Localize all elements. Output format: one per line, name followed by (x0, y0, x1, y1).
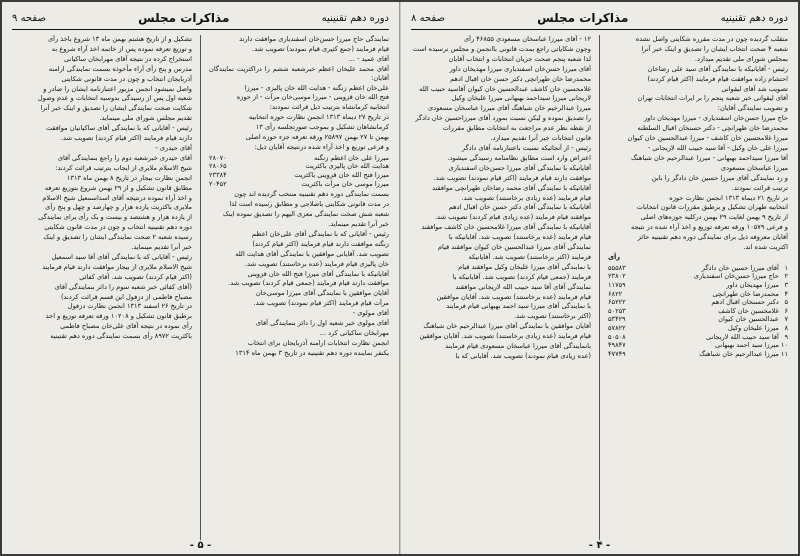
vote-count: ۲۳۸۰۲ (608, 272, 626, 281)
text-line: آقایانیکه با نمایندگی آقای میرزا حسن‌خان اسفندیاری (448, 163, 591, 172)
text-line: در تاریخ ۲۶ اسفند ۱۳۱۳ انجمن نظارت دزفول (67, 302, 192, 311)
text-line: محمدرضا خان طهرانچی دکتر حسن خان اقبال ادهم (450, 74, 591, 83)
text-line: (عده زیادی قیام نمودند) تصویب شد. آقایانی که با (455, 352, 591, 360)
left-page-footer: - ۵ - (189, 540, 212, 551)
text-line: و فرعی ۱۰۵۷۹ ورقه تعرفه توزیع و اخذ آراء شده در نتیجه (630, 223, 788, 232)
text-line: باکثریت ۸۹۷۲ رأی بسمت نمایندگی دوره دهم تقنینیه (50, 332, 192, 341)
text-line: آقایانیکه با نمایندگی آقای میرزا غلامحسین خان کاشف موافقند (421, 223, 591, 232)
text-line: شیخ الاسلام ملایری از ایجاب بترتیب قرائت کردند: (55, 163, 192, 172)
row-index: ۱۱ (780, 349, 788, 358)
text-line: میرزا عباسخان مسعودی (720, 163, 788, 172)
text-line: آقایانیکه با نمایندگی آقای میرزا فتح الله خان قزوینی (247, 269, 389, 278)
text-line: آذربایجان انتخاب و چون در مدت قانونی شکایتی (61, 74, 192, 83)
text-line: از نقطه نظر عدم مراجعت به انتخابات مطابق مقررات (442, 124, 591, 133)
text-line: وچون شکایاتی راجع بمدت قانونی باانجمن و مجلس نرسیده است (412, 44, 591, 53)
row-index: ۳ (784, 281, 788, 290)
vote-count: ۵۵۵۸۳ (608, 263, 626, 272)
row-index: ۵ (784, 298, 788, 307)
table-row (608, 350, 788, 359)
text-line: رئیس - از آنجائیکه نسبت باعتبارنامه آقای دادگر (461, 143, 591, 152)
text-line: علی‌خان اعظم زنگنه - هدایت الله خان پالیزی - میرزا (244, 83, 389, 92)
text-line: آقای مولوی خبر شعبه اول را دائر بنمایندگی آقای (255, 319, 389, 328)
text-line: ملایری باکثریت یازده هزار و چهارصد و چهل و پنج رأی (45, 203, 192, 212)
text-line: رأی نموده در نتیجه آقای علی‌خان مصباح فاطمی (60, 322, 192, 331)
text-line: برطبق قانون تشکیل و ۱۰۲۰۸ ورقه تعرفه توزیع و اخذ (45, 312, 192, 321)
candidate-name: حاج میرزا حسن‌خان اسفندیاری (693, 272, 779, 281)
left-page-left-column (12, 35, 192, 540)
right-page-number: صفحه ۸ (411, 12, 445, 24)
text-line: انتخابیه طهران تشکیل و برطبق مقررات قانون انتخابات (636, 203, 788, 212)
text-line: رئیس - آقایانی که با نمایندگی آقای علی‌خان اعظم (251, 229, 389, 238)
text-line: بمجلس شورای ملی تقدیم میدارد. (694, 54, 788, 63)
text-line: و تصویب نمایندگی آقایان: (717, 104, 788, 113)
vote-count: ۴۹۸۴۷ (608, 341, 626, 350)
candidate-name: محمدرضا خان طهرانچی (712, 289, 779, 298)
vote-count: ۲۳۳۸۴ (209, 171, 227, 180)
table-row (608, 264, 788, 273)
text-line: آقایان موافقین با نمایندگی آقای میرزا عبدالرحیم خان شباهنگ (423, 322, 591, 331)
text-line: میرزا عبدالرحیم خان شباهنگ آقای میرزا عباسخان مسعودی (428, 104, 591, 113)
table-row (209, 180, 389, 189)
text-line: خبر آنرا تقدیم مینماید. (328, 219, 389, 228)
vote-count: ۲۸۰۶۵ (209, 162, 227, 171)
text-line: ترتیب قرائت نمودند. (731, 183, 788, 192)
text-line: آقای حیدری خبرشعبه دوم را راجع بنمایندگی آقای (57, 153, 192, 162)
text-line: (اکثر برخاستند) تصویب شد. (514, 312, 591, 321)
text-line: در تاریخ ۲۷ دیماه ۱۳۱۳ انجمن نظارت حوزه انتخابیه (248, 113, 389, 122)
right-page-footer: - ۴ - (588, 540, 611, 551)
candidate-name: غلامحسین خان کاشف (718, 306, 779, 315)
text-line: ۱۲ - آقای میرزا عباسخان مسعودی ۴۶۸۵۵ رأی (463, 35, 591, 43)
text-line: حاج میرزا حسن‌خان اسفندیاری - میرزا مهدیخان داور (643, 114, 788, 123)
row-index: ۸ (784, 324, 788, 332)
text-line: میرزا علی خان وکیل - آقا سید حبیب الله لاریجانی - (647, 143, 788, 152)
text-line: آقای عمید - ... (348, 54, 389, 63)
text-line: تصویب شد. آقایانی موافقین با نمایندگی آقای هدایت الله (235, 249, 389, 258)
candidate-name: میرزا موسی خان مرآت باکثریت (301, 179, 389, 188)
text-line: مدرس و پنج رأی آراء مأخوذه بسمت نمایندگی ارامنه (48, 64, 192, 73)
left-page-session: دوره دهم تقنینیه (321, 12, 389, 24)
vote-count: ۲۰۴۵۲ (209, 179, 227, 188)
vote-table-kermanshah (209, 154, 389, 188)
text-line: اکثریت شده اند. (743, 243, 788, 252)
left-page-title: مذاکرات مجلس (138, 11, 230, 25)
text-line: آقای لیقوانی خبر شعبه پنجم را بر ایرات انتخابات تهران (637, 94, 788, 103)
row-index: ۷ (784, 315, 788, 324)
text-line: شیخ الاسلام ملایری از بیجار موافقت دارند قیام فرمایند (42, 262, 192, 271)
text-line: واصل نمیشود انجمن مزبور اعتبارنامه ایشان را صادر و (43, 84, 192, 93)
candidate-name: میرزا فتح الله خان قزوینی باکثریت (294, 171, 389, 180)
text-line: فتح الله خان قزوینی - میرزا موسی‌خان مرآت - از حوزه (236, 93, 389, 102)
candidate-name: میرزا علیخان وکیل (727, 324, 779, 332)
table-row (608, 324, 788, 333)
text-line: موافقند قیام فرمایند (عده زیادی قیام کردند) تصویب شد. (434, 213, 591, 222)
candidate-name: آقای میرزا حسین خان دادگر (701, 263, 779, 272)
text-line: رئیس - آقایانیکه با نمایندگی آقای سید علی رضاخان (647, 64, 788, 73)
text-line: آقای محمد علیخان اعظم خبرشعبه ششم را دراکثریت نمایندگان آقایان: (209, 64, 389, 82)
text-line: غلامحسین خان کاشف عبدالحسین خان کیوان آقاسید حبیب الله (419, 84, 591, 93)
text-line: آقایان موافقین با نمایندگی آقای میرزا موسی‌خان (255, 289, 389, 298)
vote-count: ۵۷۸۲۲ (608, 324, 626, 332)
text-line: و رد نمایندگی آقای میرزا حسین خان دادگر را بابن (651, 173, 788, 182)
table-row (209, 154, 389, 163)
text-line: میرزا غلامحسین خان کاشف - میرزا عبدالحسین خان کیوان (627, 134, 788, 143)
text-line: موافقت دارند قیام فرمایند (اکثر قیام نمودند) تصویب شد. (433, 173, 591, 182)
text-line: بانمایندگی آقای میرزا عباسخان مسعودی قیام فرمایند (445, 342, 591, 351)
row-index: ۶ (784, 306, 788, 315)
text-line: رسیده شعبه ۲ صحت نمایندگی ایشان را تصدیق و اینک (43, 233, 192, 242)
candidate-name: هدایت الله خان پالیزی باکثریت (305, 162, 389, 171)
text-line: خبر آنرا تقدیم مینماید. (131, 243, 192, 252)
row-index: ۲ (784, 272, 788, 281)
text-line: مهرابخان ساکیانی کرد ... (319, 328, 389, 337)
text-line: آقای میرزا حسن‌خان اسفندیاری میرزا مهدیخان داور (449, 64, 591, 73)
text-line: قیام فرمایند (عده برخاستند) تصویب شد. آقایانیکه با (448, 233, 591, 242)
right-page-right-column (608, 35, 788, 540)
row-index: ۹ (784, 332, 788, 341)
text-line: شعبه اول پس از رسیدگی بدوسیه انتخابات و عدم وصول (37, 94, 192, 103)
text-line: استخراج کرده در نتیجه آقای مهرابخان ساکیانی (64, 54, 192, 63)
right-page (400, 2, 798, 554)
text-line: قیام فرمایند (جمع کثیری قیام نمودند) تصویب شد. (252, 44, 389, 53)
text-line: مرآت قیام فرمایند (اکثر قیام نمودند) تصویب شد. (253, 299, 389, 308)
table-row (608, 281, 788, 290)
candidate-name: دکتر حسنخان اقبال ادهم (711, 298, 779, 307)
text-line: تصویب شد آقای لیقوانی (721, 84, 788, 93)
text-line: دوره دهم تقنینیه انتخاب و چون در مدت قانون شکایتی (44, 223, 192, 232)
text-line: آقا میرزا سیداحمد بهبهانی - میرزا عبدالرحیم خان شباهنگ (630, 153, 788, 162)
text-line: نمایندگی آقای آقا سید حبیب الله لاریجانی موافقند (455, 282, 591, 291)
vote-count: ۲۸۰۷۰ (209, 153, 227, 162)
text-line: و توزیع تعرفه نموده پس از خاتمه اخذ آراء شروع به (51, 44, 192, 53)
text-line: خان پالیزی قیام فرمایند (عده برخاستند) تصویب شد. (245, 259, 389, 268)
right-page-session: دوره دهم تقنینیه (720, 12, 788, 24)
votes-header (608, 253, 788, 262)
table-row (209, 171, 389, 180)
text-line: انجمن نظارت انتخابات ارامنه آذربایجان برای انتخاب (247, 338, 389, 347)
text-line: از تاریخ ۹ بهمن لغایت ۲۹ بهمن درکلیه حوزه‌های اصلی (640, 213, 788, 222)
text-line: قیام فرمایند (عده برخاستند) تصویب شد. آقایان موافقین (436, 292, 591, 301)
row-index: ۴ (784, 289, 788, 298)
vote-count: ۱۱۷۵۹ (608, 281, 626, 290)
candidate-name: آقا سید حبیب الله لاریجانی (706, 332, 779, 341)
text-line: آقای مولوی - (352, 309, 389, 318)
text-line: در تاریخ ۲۱ دیماه ۱۳۱۳ انجمن نظارت حوزه (669, 193, 788, 202)
right-page-left-column (411, 35, 591, 540)
text-line: کرمانشاهان تشکیل و بموجب صورتجلسه رأی ۱۳ (255, 123, 389, 132)
text-line: رئیس - آقایانی که با نمایندگی آقای آقا سید اسمعیل (51, 252, 192, 261)
left-page-right-column (209, 35, 389, 540)
vote-count: ۵۳۴۲۹ (608, 315, 626, 324)
text-line: مطابق قانون تشکیل و از ۲۹ بهمن شروع بتوزیع تعرفه (44, 183, 192, 192)
text-line: شعبه شش صحت نمایندگی معزی الیهم را تصدیق نموده اینک (222, 210, 389, 219)
text-line: با نمایندگی آقای میرزا سید احمد بهبهانی قیام فرمایند (446, 302, 591, 311)
column-divider (200, 35, 201, 540)
text-line: یکنفر نماینده دوره دهم تقنینیه در تاریخ ۳ بهمن ماه ۱۳۱۴ (235, 348, 389, 357)
right-page-header (411, 10, 788, 30)
text-line: موافقت دارند قیام فرمایند (جمعی قیام کردند) تصویب شد. (228, 279, 389, 288)
text-line: آقای حیدری - (155, 143, 192, 152)
text-line: قیام فرمایند (عده زیادی برخاستند) تصویب شد. آقایان موافقین (419, 332, 591, 341)
text-line: اعتراض وارد است مطابق نظامنامه رسیدگی میشود. (447, 153, 591, 162)
text-line: قیام فرمایند (عده زیادی برخاستند) تصویب شد. (461, 193, 591, 202)
table-row (209, 162, 389, 171)
vote-count: ۵۰۵۰۸ (608, 332, 626, 341)
left-page-header (12, 10, 389, 30)
candidate-name: میرزا مهدیخان داور (726, 281, 779, 290)
left-page-columns (12, 35, 389, 540)
text-line: و اخذ آراء نموده درنتیجه آقای اسداسمعیل شیخ الاسلام (42, 193, 192, 202)
magazine-spread (2, 2, 798, 554)
text-line: فرمایند (اکثر برخاستند) تصویب شد. آقایانیکه (468, 252, 591, 261)
vote-table-tehran (608, 264, 788, 359)
vote-count: ۴۷۷۴۹ (608, 349, 626, 358)
text-line: در مدت قانونی شکایتی باصلاحی و مطابق رسیده است لذا (229, 200, 389, 209)
vote-count: ۶۸۲۲ (608, 289, 623, 298)
table-row (608, 341, 788, 350)
table-row (608, 307, 788, 316)
table-row (608, 333, 788, 342)
candidate-name: عبدالحسین خان کیوان (718, 315, 779, 324)
text-line: آقایانیکه با نمایندگی آقای محمد رضاخان طهرانچی موافقند (432, 183, 591, 192)
text-line: محمدرضا خان طهرانچی - دکتر حسنخان اقبال السلطنه (637, 124, 788, 133)
text-line: بهمن تا ۲۷ بهمن ۲۵۸۹۷ ورقه تعرفه جزء حوزه اصلی (245, 133, 389, 142)
candidate-name: میرزا سید احمد بهبهانی (714, 341, 779, 350)
text-line: را تصدیق نموده و لیکن نسبت بمورد آقای میرزاحسین خان دادگر (415, 114, 591, 123)
text-line: نمایندگی آقای میرزا عبدالحسین خان کیوان موافقند قیام (437, 243, 591, 252)
row-index: ۱ (784, 263, 788, 272)
right-page-columns (411, 35, 788, 540)
text-line: مصباح فاطمی از دزفول این قسم قرائت کردند) (60, 292, 192, 301)
table-row (608, 315, 788, 324)
text-line: شعبه ۴ صحت انتخاب ایشان را تصدیق و اینک خبر آنرا (641, 44, 788, 53)
vote-count: ۶۵۲۲۲ (608, 298, 626, 307)
candidate-name: میرزا علی خان اعظم زنگنه (314, 153, 389, 162)
text-line: با نمایندگی آقای میرزا علیخان وکیل موافقند قیام (458, 262, 591, 271)
text-line: و فرعی توزیع و اخذ آراء شده درنتیجه آقایان ذیل: (254, 142, 389, 151)
column-divider (599, 35, 600, 540)
right-page-title: مذاکرات مجلس (537, 11, 629, 25)
votes-header-label: رأی (608, 252, 621, 261)
text-line: احتشام زاده موافقت قیام فرمایند (اکثر قیام کردند) (647, 74, 788, 83)
text-line: از یازده هزار و هشتصد و بیست و یک رأی برای نمایندگی (38, 213, 192, 222)
text-line: (اکثر قیام کردند) تصویب شد. آقای کفائی (79, 272, 192, 281)
text-line: انتخابیه کرمانشاه بترتیب ذیل قرائت نمودند: (269, 103, 389, 112)
table-row (608, 272, 788, 281)
row-index: ۱۰ (780, 341, 788, 350)
text-line: آقایانیکه با نمایندگی آقای دکتر حسن خان اقبال ادهم (448, 203, 591, 212)
text-line: زنگنه موافقت دارند قیام فرمایند (اکثر قیام کردند) (252, 239, 389, 248)
left-page-number: صفحه ۹ (12, 12, 46, 24)
text-line: بسمت نمایندگی دوره دهم تقنینیه منتخب گردیده اند چون (234, 190, 389, 199)
text-line: انجمن نظارت بیجار در تاریخ ۸ بهمن ماه ۱۳۱۳ (66, 173, 192, 182)
text-line: تشکیل و از تاریخ هشتم بهمن ماه ۱۳ شروع باخذ رأی (47, 35, 192, 43)
text-line: لاریجانی میرزا سیداحمد بهبهانی میرزا علیخان وکیل (451, 94, 591, 103)
text-line: متقلب گردیده چون در مدت مقرره شکایتی واصل نشده (635, 35, 788, 43)
text-line: دارند قیام فرمایند (اکثر قیام کردند) تصویب شد. (60, 134, 192, 143)
vote-count: ۵۰۲۵۳ (608, 306, 626, 315)
text-line: فرمایند (جمعی قیام کردند) تصویب شد. آقایانیکه با (452, 272, 591, 281)
candidate-name: میرزا عبدالرحیم خان شباهنگ (699, 349, 779, 358)
text-line: (آقای کفائی خبر شعبه سوم را دائر بنمایندگی آقای (54, 282, 192, 291)
text-line: رئیس - آقایانی که با نمایندگی آقای ساکیانیان موافقت (45, 124, 192, 133)
table-row (608, 290, 788, 299)
left-page (2, 2, 400, 554)
text-line: شکایت صحت نمایندگی ایشان را تصدیق و اینک خبر آنرا (40, 104, 192, 113)
text-line: قانون انتخابات خبر آنرا تقدیم میدارد. (490, 134, 591, 143)
text-line: آقایان معروفه ذیل برای نمایندگی دوره دهم تقنینیه حائز (637, 233, 788, 242)
table-row (608, 298, 788, 307)
text-line: نمایندگی حاج میرزا حسن‌خان اسفندیاری موافقت دارند (239, 35, 389, 43)
text-line: تقدیم مجلس شورای ملی مینماید. (99, 114, 192, 123)
text-line: لذا شعبه پنجم صحت جریان انتخابات و انتخاب آقایان (448, 54, 591, 63)
